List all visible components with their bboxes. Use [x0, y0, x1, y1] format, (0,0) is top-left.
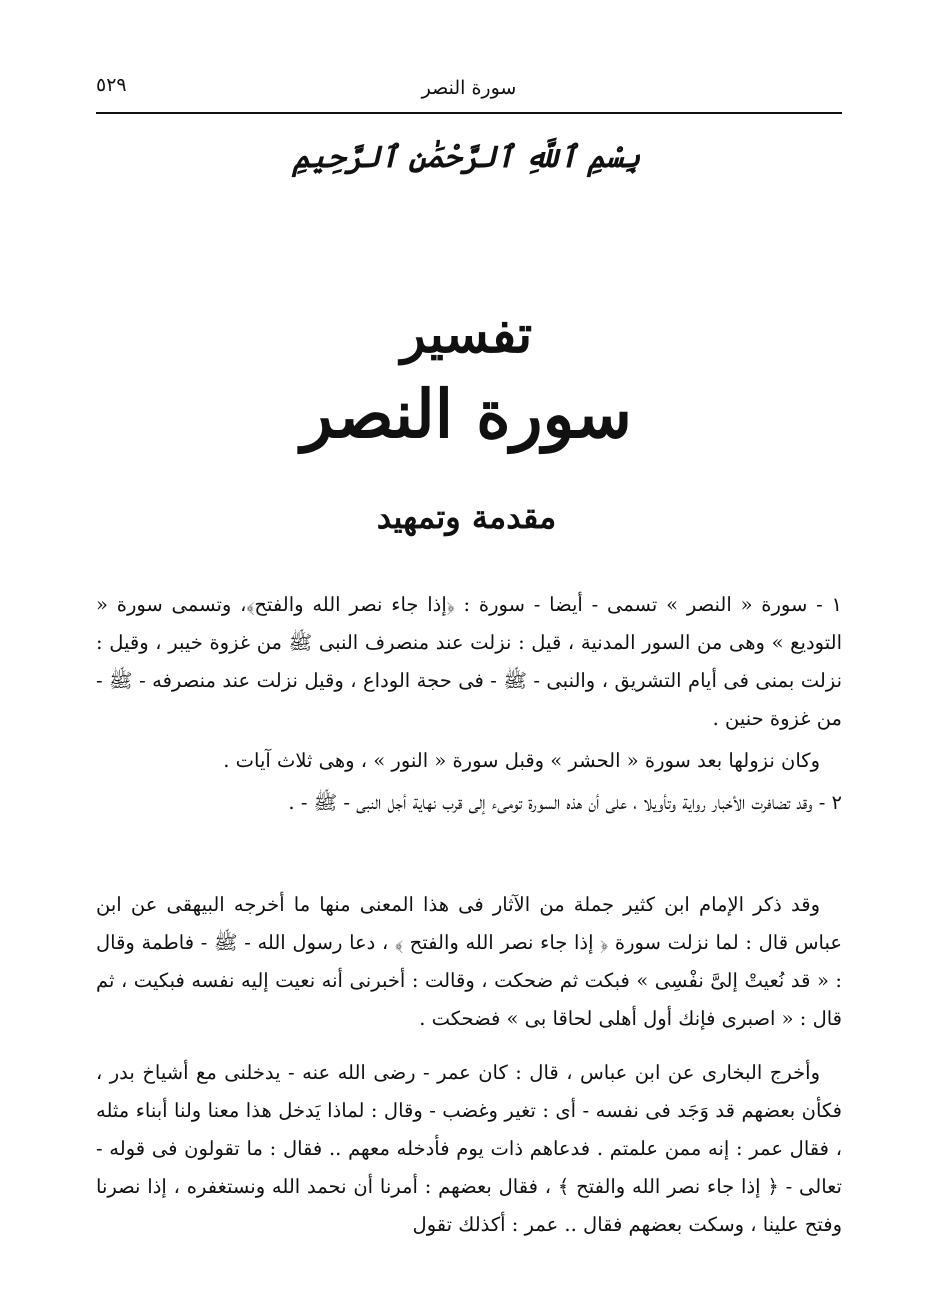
section-heading: مقدمة وتمهيد [376, 498, 557, 536]
ibn-kathir-block [96, 886, 842, 1038]
intro-block [96, 586, 842, 822]
paragraph: وأخرج البخارى عن ابن عباس ، قال : كان عمر - رضى الله عنه - يدخلنى مع أشياخ بدر ، فكأن بعضهم قد وَجَد فى نفسه - أى : تغير وغضب - وقال : لماذا يَدخل هذا معنا ولنا أبناء مثله ، فقال عمر : إنه ممن علمتم . فدعاهم ذات يوم فأدخله معهم .. فقال : ما تقولون فى قوله - تعالى - ﴿ إذا جاء نصر الله والفتح ﴾ ، فقال بعضهم : أمرنا أن نحمد الله ونستغفره ، إذا نصرنا وفتح علينا ، وسكت بعضهم فقال .. عمر : أكذلك تقول [96, 1061, 842, 1236]
header-rule [96, 112, 842, 114]
chapter-title-line-1: تفسير [400, 304, 533, 365]
page-number: ٥٢٩ [96, 74, 127, 96]
paragraph: وكان نزولها بعد سورة « الحشر » وقبل سورة « النور » ، وهى ثلاث آيات . [223, 749, 820, 772]
running-title: سورة النصر [421, 77, 517, 99]
page-header [96, 66, 842, 110]
bukhari-block [96, 1054, 842, 1244]
paragraph: ١ - سورة « النصر » تسمى - أيضا - سورة : ﴿إذا جاء نصر الله والفتح﴾، وتسمى سورة « التوديع » وهى من السور المدنية ، قيل : نزلت عند منصرف النبى ﷺ من غزوة خيبر ، وقيل : نزلت بمنى فى أيام التشريق ، والنبى - ﷺ - فى حجة الوداع ، وقيل نزلت عند منصرفه - ﷺ - من غزوة حنين . [96, 593, 842, 730]
chapter-title-line-2: سورة النصر [301, 375, 632, 453]
paragraph: وقد ذكر الإمام ابن كثير جملة من الآثار فى هذا المعنى منها ما أخرجه البيهقى عن ابن عباس قال : لما نزلت سورة ﴿ إذا جاء نصر الله والفتح ﴾ ، دعا رسول الله - ﷺ - فاطمة وقال : « قد نُعيتْ إلىَّ نفْسِى » فبكت ثم ضحكت ، وقالت : أخبرنى أنه نعيت إليه نفسه فبكيت ، ثم قال : « اصبرى فإنك أول أهلى لحاقا بى » فضحكت . [96, 893, 842, 1030]
basmala: بِسْمِ ٱللَّهِ ٱلرَّحْمَٰنِ ٱلرَّحِيمِ [292, 140, 641, 175]
paragraph: ٢ - وقد تضافرت الأخبار رواية وتأويلا ، على أن هذه السورة تومىء إلى قرب نهاية أجل النبى - ﷺ - . [288, 791, 842, 814]
